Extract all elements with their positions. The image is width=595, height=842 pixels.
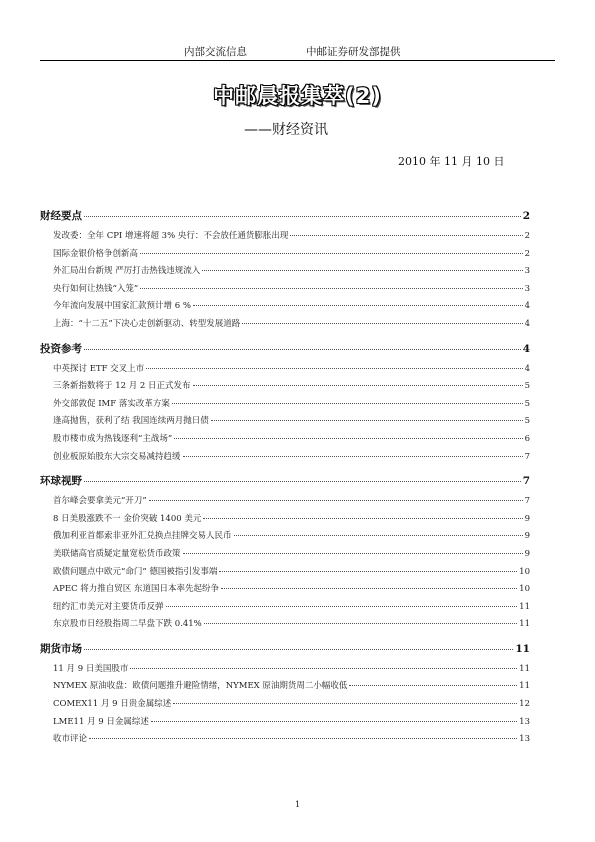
document-subtitle: ——财经资讯 xyxy=(244,122,328,138)
toc-entry[interactable] xyxy=(40,529,530,547)
document-title: 中邮晨报集萃(2) xyxy=(213,84,382,108)
toc-entry-page: 10 xyxy=(519,566,530,577)
toc-leader-dots xyxy=(84,481,521,482)
header-left-text: 内部交流信息 xyxy=(184,46,247,58)
toc-entry-page: 9 xyxy=(524,513,530,524)
toc-entry-page: 5 xyxy=(524,416,530,427)
toc-entry[interactable] xyxy=(40,282,530,300)
toc-entry-page: 13 xyxy=(519,716,530,727)
toc-leader-dots xyxy=(140,288,522,289)
toc-entry-title: 发改委：全年 CPI 增速将超 3% 央行：不会放任通货膨胀出现 xyxy=(53,231,289,241)
toc-section xyxy=(40,641,530,750)
toc-entry[interactable] xyxy=(40,565,530,583)
toc-leader-dots xyxy=(172,403,523,404)
toc-entry-title: 国际金银价格争创新高 xyxy=(53,248,139,259)
toc-entry[interactable] xyxy=(40,229,530,247)
toc-leader-dots xyxy=(219,571,517,572)
toc-section-title: 财经要点 xyxy=(40,210,82,222)
toc-entry-page: 10 xyxy=(519,584,530,595)
table-of-contents xyxy=(40,208,530,756)
toc-entry[interactable] xyxy=(40,600,530,618)
toc-section-title: 环球视野 xyxy=(40,475,82,488)
toc-entry[interactable] xyxy=(40,512,530,530)
toc-leader-dots xyxy=(174,438,522,439)
toc-entry[interactable] xyxy=(40,697,530,715)
toc-entry-page: 9 xyxy=(524,531,530,542)
toc-entry-title: 股市楼市成为热钱逐利“主战场” xyxy=(53,433,173,444)
toc-entry[interactable] xyxy=(40,494,530,512)
toc-entry-title: APEC 将力推自贸区 东道国日本率先起纷争 xyxy=(53,584,219,595)
toc-entry[interactable] xyxy=(40,732,530,750)
toc-entry-title: 收市评论 xyxy=(53,734,88,745)
toc-entry[interactable] xyxy=(40,247,530,265)
toc-entry[interactable] xyxy=(40,379,530,397)
toc-leader-dots xyxy=(193,385,523,386)
toc-leader-dots xyxy=(204,623,517,624)
toc-entry[interactable] xyxy=(40,299,530,317)
toc-entry-page: 3 xyxy=(524,283,530,294)
toc-entry-title: 8 日美股涨跌不一 金价突破 1400 美元 xyxy=(53,513,202,524)
toc-entry-title: 创业板原始股东大宗交易减持趋缓 xyxy=(53,451,181,462)
toc-entry-page: 13 xyxy=(519,734,530,745)
toc-section-heading[interactable] xyxy=(40,341,530,358)
toc-entry[interactable] xyxy=(40,432,530,450)
toc-entry-page: 9 xyxy=(524,548,530,559)
toc-leader-dots xyxy=(183,456,523,457)
toc-leader-dots xyxy=(349,685,517,686)
toc-entry-title: COMEX11 月 9 日贵金属综述 xyxy=(53,699,172,710)
toc-entry-title: 外汇局出台新规 严厉打击热钱违规流入 xyxy=(53,266,201,277)
toc-entry-title: LME11 月 9 日金属综述 xyxy=(53,716,149,727)
toc-leader-dots xyxy=(130,668,517,669)
page-header xyxy=(40,44,555,61)
toc-entry[interactable] xyxy=(40,450,530,468)
toc-section-title: 投资参考 xyxy=(40,342,82,355)
toc-section-heading[interactable] xyxy=(40,473,530,490)
toc-entry-title: 美联储高官质疑定量宽松货币政策 xyxy=(53,548,181,559)
toc-entry-page: 4 xyxy=(524,363,530,374)
toc-leader-dots xyxy=(202,270,522,271)
toc-leader-dots xyxy=(290,235,522,236)
toc-entry[interactable] xyxy=(40,715,530,733)
toc-entry-page: 11 xyxy=(519,663,530,674)
toc-leader-dots xyxy=(173,703,517,704)
toc-leader-dots xyxy=(84,216,521,217)
toc-leader-dots xyxy=(203,518,522,519)
toc-section-title: 期货市场 xyxy=(40,642,82,655)
toc-entry-page: 11 xyxy=(519,619,530,630)
toc-leader-dots xyxy=(166,606,518,607)
toc-entry-title: 俄加利亚首都索非亚外汇兑换点挂牌交易人民币 xyxy=(53,531,232,542)
toc-entry-title: 三条新指数将于 12 月 2 日正式发布 xyxy=(53,381,191,392)
toc-entry[interactable] xyxy=(40,582,530,600)
toc-entry-page: 11 xyxy=(519,681,530,692)
toc-entry-title: 欧债问题点中欧元“命门” 德国被指引发事端 xyxy=(53,566,218,577)
toc-entry[interactable] xyxy=(40,662,530,680)
toc-entry-page: 2 xyxy=(524,231,530,241)
toc-entry-page: 5 xyxy=(524,381,530,392)
toc-leader-dots xyxy=(149,500,523,501)
toc-section-page: 4 xyxy=(522,342,530,355)
toc-entry-page: 2 xyxy=(524,248,530,259)
toc-section-heading[interactable] xyxy=(40,208,530,225)
toc-entry-page: 3 xyxy=(524,266,530,277)
toc-entry[interactable] xyxy=(40,397,530,415)
header-right-text: 中邮证券研发部提供 xyxy=(306,46,401,58)
toc-entry[interactable] xyxy=(40,414,530,432)
toc-entry-title: 11 月 9 日美国股市 xyxy=(53,663,129,674)
toc-entry-title: 首尔峰会要拿美元“开刀” xyxy=(53,496,147,507)
toc-entry-page: 5 xyxy=(524,398,530,409)
toc-entry-title: 央行如何让热钱“入笼” xyxy=(53,283,139,294)
toc-entry[interactable] xyxy=(40,264,530,282)
toc-leader-dots xyxy=(221,588,517,589)
toc-entry[interactable] xyxy=(40,617,530,635)
page-number: 1 xyxy=(294,800,301,809)
toc-section xyxy=(40,208,530,335)
toc-leader-dots xyxy=(89,738,517,739)
toc-entry-title: NYMEX 原油收盘：欧债问题推升避险情绪，NYMEX 原油期货周二小幅收低 xyxy=(53,681,348,692)
toc-leader-dots xyxy=(211,420,523,421)
toc-entry-title: 外交部敦促 IMF 落实改革方案 xyxy=(53,398,170,409)
toc-leader-dots xyxy=(140,253,523,254)
toc-section-heading[interactable] xyxy=(40,641,530,658)
toc-entry-title: 中英探讨 ETF 交叉上市 xyxy=(53,363,145,374)
document-date: 2010 年 11 月 10 日 xyxy=(398,155,505,168)
toc-leader-dots xyxy=(84,349,521,350)
toc-leader-dots xyxy=(234,535,523,536)
toc-entry-page: 11 xyxy=(519,601,530,612)
toc-entry-title: 逢高抛售，获利了结 我国连续两月抛日债 xyxy=(53,416,209,427)
toc-entry-page: 4 xyxy=(524,318,530,329)
toc-entry-title: 今年流向发展中国家汇款预计增 6 % xyxy=(53,301,191,312)
toc-entry-title: 纽约汇市美元对主要货币反弹 xyxy=(53,601,164,612)
toc-entry-title: 上海：“十二五”下决心走创新驱动、转型发展道路 xyxy=(53,318,241,329)
toc-section xyxy=(40,341,530,468)
toc-entry-page: 4 xyxy=(524,301,530,312)
toc-entry-page: 7 xyxy=(524,496,530,507)
toc-entry-page: 12 xyxy=(519,699,530,710)
toc-entry[interactable] xyxy=(40,317,530,335)
toc-entry[interactable] xyxy=(40,547,530,565)
toc-leader-dots xyxy=(146,368,522,369)
toc-entry[interactable] xyxy=(40,679,530,697)
toc-section-page: 7 xyxy=(522,475,530,488)
toc-leader-dots xyxy=(193,305,523,306)
toc-leader-dots xyxy=(183,553,523,554)
toc-leader-dots xyxy=(84,649,513,650)
toc-entry-page: 6 xyxy=(524,433,530,444)
toc-section-page: 11 xyxy=(515,642,530,655)
toc-leader-dots xyxy=(242,323,522,324)
toc-section xyxy=(40,473,530,635)
toc-entry-title: 东京股市日经股指周二早盘下跌 0.41% xyxy=(53,619,202,630)
toc-section-page: 2 xyxy=(522,210,530,222)
toc-entry-page: 7 xyxy=(524,451,530,462)
toc-leader-dots xyxy=(151,721,517,722)
toc-entry[interactable] xyxy=(40,362,530,380)
